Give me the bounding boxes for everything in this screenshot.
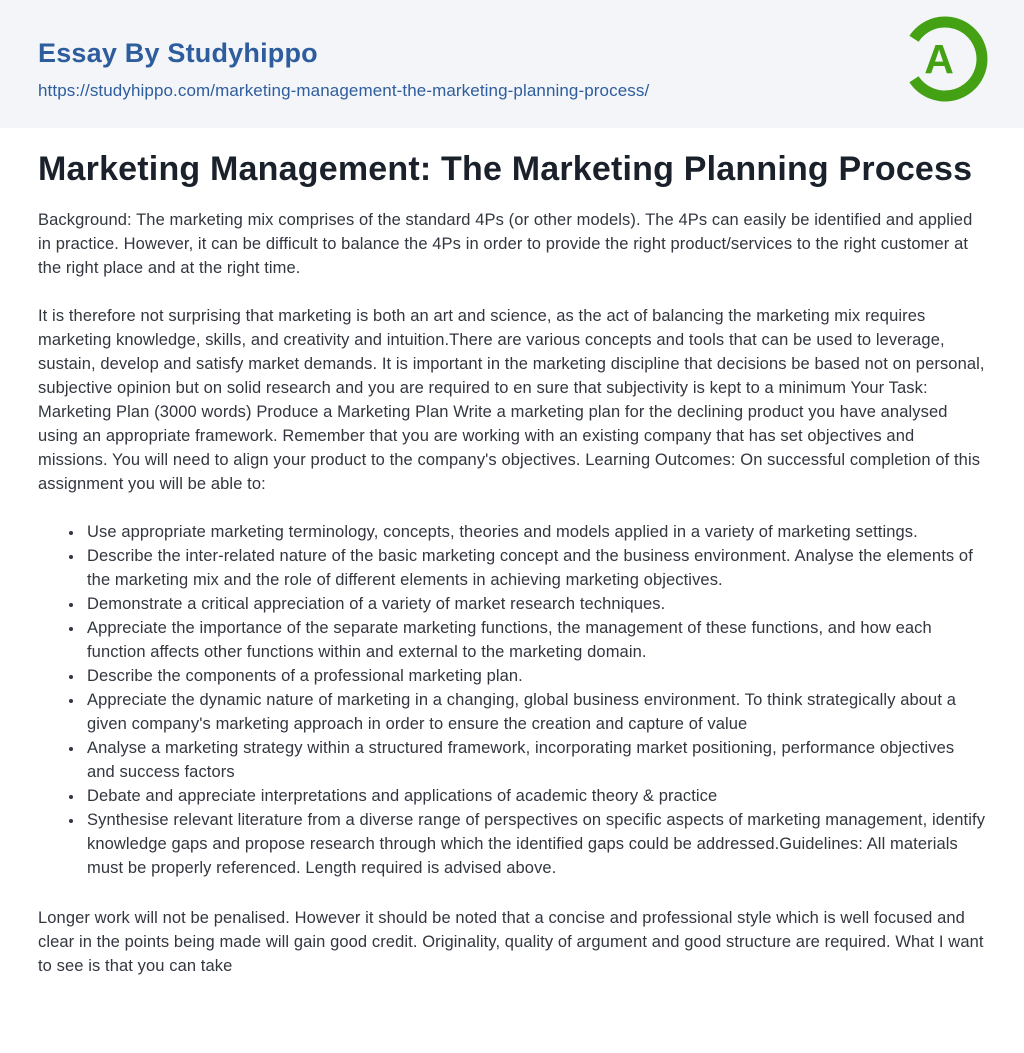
list-item: • Demonstrate a critical appreciation of a variety of market research techniques.: [84, 592, 986, 616]
paragraph-background: Background: The marketing mix comprises of the standard 4Ps (or other models). The 4Ps can easily be identified and applied in practice. However, it can be difficult to balance the 4Ps in order to provide the right product/services to the right customer at the right place and at the right time.: [38, 211, 973, 278]
list-item: • Use appropriate marketing terminology, concepts, theories and models applied in a variety of marketing settings.: [84, 520, 986, 544]
list-item: • Appreciate the importance of the separate marketing functions, the management of these functions, and how each function affects other functions within and external to the marketing domain.: [84, 616, 986, 664]
site-header: [0, 0, 1024, 128]
list-item: • Debate and appreciate interpretations and applications of academic theory & practice: [84, 784, 986, 808]
studyhippo-logo[interactable]: [902, 16, 988, 102]
list-item: • Describe the components of a professional marketing plan.: [84, 664, 986, 688]
page-title: Marketing Management: The Marketing Planning Process: [38, 150, 973, 188]
list-item: • Analyse a marketing strategy within a structured framework, incorporating market positioning, performance objectives and success factors: [84, 736, 986, 784]
logo-letter: A: [924, 36, 954, 82]
list-item: • Describe the inter-related nature of the basic marketing concept and the business environment. Analyse the elements of the marketing mix and the role of different elements in achieving marketing objectives.: [84, 544, 986, 592]
list-item: • Synthesise relevant literature from a diverse range of perspectives on specific aspects of marketing management, identify knowledge gaps and propose research through which the identified gaps could be addressed.Guidelines: All materials must be properly referenced. Length required is advised above.: [84, 808, 986, 880]
learning-outcomes-list: [38, 520, 986, 880]
list-item: • Appreciate the dynamic nature of marketing in a changing, global business environment. To think strategically about a given company's marketing approach in order to ensure the creation and capture of value: [84, 688, 986, 736]
source-url-link[interactable]: https://studyhippo.com/marketing-management-the-marketing-planning-process/: [38, 81, 650, 101]
paragraph-closing: Longer work will not be penalised. However it should be noted that a concise and professional style which is well focused and clear in the points being made will gain good credit. Originality, quality of argument and good structure are required. What I want to see is that you can take: [38, 909, 984, 976]
paragraph-task: It is therefore not surprising that marketing is both an art and science, as the act of balancing the marketing mix requires marketing knowledge, skills, and creativity and intuition.There are various concepts and tools that can be used to leverage, sustain, develop and satisfy market demands. It is important in the marketing discipline that decisions be based not on personal, subjective opinion but on solid research and you are required to en sure that subjectivity is kept to a minimum Your Task: Marketing Plan (3000 words) Produce a Marketing Plan Write a marketing plan for the declining product you have analysed using an appropriate framework. Remember that you are working with an existing company that has set objectives and missions. You will need to align your product to the company's objectives. Learning Outcomes: On successful completion of this assignment you will be able to:: [38, 307, 985, 494]
site-title: Essay By Studyhippo: [38, 38, 318, 68]
article-content: [0, 150, 1024, 978]
